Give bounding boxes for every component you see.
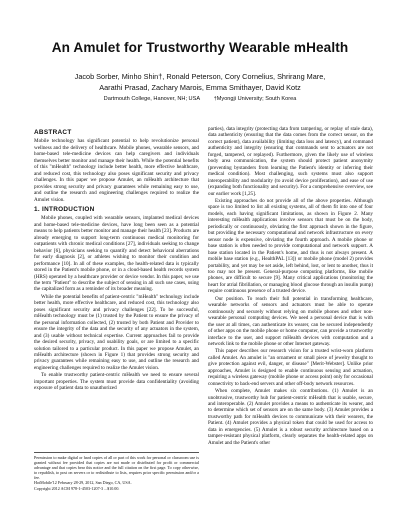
affiliation-dartmouth: Dartmouth College, Hanover, NH; USA [103, 96, 201, 102]
paper-title: An Amulet for Trustworthy Wearable mHealth [51, 40, 349, 55]
right-column [208, 126, 373, 496]
right-paragraph-3: Our position. To reach their full potential in transforming healthcare, wearable networks of sensors and actuators must be able to operate continuously and securely without relying on mobile phones and other non-wearable personal computing devices. We need a personal device that is with the user at all times, can authenticate its wearer, can be secured independently of other apps on the mobile phone or home computer, can provide a trustworthy interface to the user, and support mHealth devices with computation and a network link to the mobile phone or other Internet gateway. [208, 295, 373, 347]
left-column [34, 126, 199, 456]
permission-notice: Permission to make digital or hard copies of all or part of this work for personal or classroom use is granted without fee provided that copies are not made or distributed for profit or commercial advantage and that copies bear this notice and the full citation on the first page. To copy otherwise, to republish, to post on servers or to redistribute to lists, requires prior specific permission and/or a fee. [34, 455, 199, 481]
intro-paragraph-2: While the potential benefits of patient-centric "mHealth" technology include better health, more effective healthcare, and reduced cost, this technology also poses significant security and privacy challenges [22]. To be successful, mHealth technology must be (1) trusted by the Patient to ensure the privacy of the personal information collected, (2) trusted by both Patient and Provider to ensure the integrity of the data and the security of any actuators in the system, and (3) usable without technical expertise. Current approaches fail to provide the desired security, privacy, and usability goals, or are limited to a specific solution tailored to a particular product. In this paper we propose Amulet, an mHealth architecture (shown in Figure 1) that provides strong security and privacy guarantees while remaining easy to use, and outline the research and engineering challenges required to realize the Amulet vision. [34, 293, 199, 371]
right-paragraph-4: This paper describes our research vision for a trusted wrist-worn platform called Amulet. An amulet is "an ornament or small piece of jewelry thought to give protection against evil, danger, or disease" [Merit-Webster]. Unlike prior approaches, Amulet is designed to enable continuous sensing and actuation, requiring a wireless gateway (mobile phone or access point) only for occasional connectivity to back-end servers and other off-body network resources. [208, 348, 373, 387]
authors-line-2: Aarathi Prasad, Zachary Marois, Emma Smithayer, David Kotz [99, 83, 301, 92]
abstract-text: Mobile technology has significant potential to help revolutionize personal wellness and the delivery of healthcare. Mobile phones, wearable sensors, and home-based tele-medicine devices can help caregivers and individuals themselves better monitor and manage their health. While the potential benefits of this "mHealth" technology include better health, more effective healthcare, and reduced cost, this technology also poses significant security and privacy challenges. In this paper we propose Amulet, an mHealth architecture that provides strong security and privacy guarantees while remaining easy to use, and outline the research and engineering challenges required to realize the Amulet vision. [34, 138, 199, 203]
right-paragraph-2: Existing approaches do not provide all of the above properties. Although space is too limited to list all existing systems, all of them fit into one of four models, each having significant limitations, as shown in Figure 2. Many interesting mHealth applications involve sensors that must be on the body, periodically or continuously, obviating the first approach shown in the figure, but providing the necessary computational and network infrastructure on every sensor node is expensive, obviating the fourth approach. A mobile phone or base station is often needed to provide computational and network support. A base station located in the Patient's home, and thus is not always present. A mobile base station (e.g., HealthPAL [13]) or mobile phone (model 2) provides portability, and yet may be set aside, left behind, lost, or lent to another, thus it too may not be present. General-purpose computing platforms, like mobile phones, are difficult to secure [9]. Many critical applications (monitoring the heart for atrial fibrillation, or managing blood glucose through an insulin pump) require continuous presence of a trusted device. [208, 197, 373, 295]
authors-line-1: Jacob Sorber, Minho Shin†, Ronald Peterson, Cory Cornelius, Shrirang Mare, [74, 72, 326, 81]
copyright-line: Copyright 2012 ACM 978-1-4503-1207-3 ...$10.00. [34, 485, 120, 491]
abstract-heading: ABSTRACT [34, 129, 72, 136]
author-list [30, 71, 370, 93]
introduction-heading: 1. INTRODUCTION [34, 205, 95, 213]
right-paragraph-5: When complete, Amulet makes six contributions. (1) Amulet is an unobtrusive, trustworthy hub for patient-centric mHealth that is usable, secure, and interoperable. (2) Amulet provides a means to authenticate its wearer, and to determine which set of sensors are on the same body. (3) Amulet provides a trustworthy path for mHealth devices to communicate with their wearers, the Patient. (4) Amulet provides a physical token that could be used for access to data in emergencies. (5) Amulet is a robust security architecture based on a tamper-resistant physical platform, clearly separates the health-related apps on Amulet and the Patient's other [208, 388, 373, 446]
copyright-footnote [34, 452, 199, 491]
right-paragraph-1: parties), data integrity (protecting data from tampering, or replay of stale data), data authenticity (ensuring that the data comes from the correct sensor, on the correct patient), data availability (limiting data loss and latency), and command authenticity and integrity (ensuring that commands sent to actuators are not forged, tampered, or replayed). Furthermore, given the likely use of wireless body area communication, the system should protect patient anonymity (preventing bystanders from learning the Patient's identity or inferring their medical condition). Most challenging, such systems must also support interoperability and modularity (to avoid device proliferation), and ease of use (expanding both functionality and security). For a comprehensive overview, see our earlier work [1,25]. [208, 126, 373, 197]
conference-line: HotMobile'12 February 28-29, 2012, San Diego, CA, USA. [34, 480, 132, 486]
affiliation-myongji: †Myongji University; South Korea [213, 96, 297, 102]
affiliations [30, 96, 370, 102]
intro-paragraph-3: To enable trustworthy patient-centric mHealth we need to ensure several important properties. The system must provide data confidentiality (avoiding exposure of patient data to unauthorized [34, 372, 199, 392]
intro-paragraph-1: Mobile phones, coupled with wearable sensors, implanted medical devices and home-based tele-medicine devices, have long been seen as a potential means to help patients better monitor and manage their health [23]. Products are already emerging to support long-term continuous medical monitoring for outpatients with chronic medical conditions [27], individuals seeking to change behavior [6], physicians seeking to quantify and detect behavioral aberrations for early diagnosis [2], or athletes wishing to monitor their condition and performance [10]. In all of these examples, the health-related data is typically stored in the Patient's mobile phone, or in a cloud-based health records system (HRS) operated by a healthcare provider or device vendor. In this paper, we use the term "Patient" to describe the subject of sensing in all such use cases, using the capitalized form as a reminder of its broader meaning. [34, 215, 199, 293]
